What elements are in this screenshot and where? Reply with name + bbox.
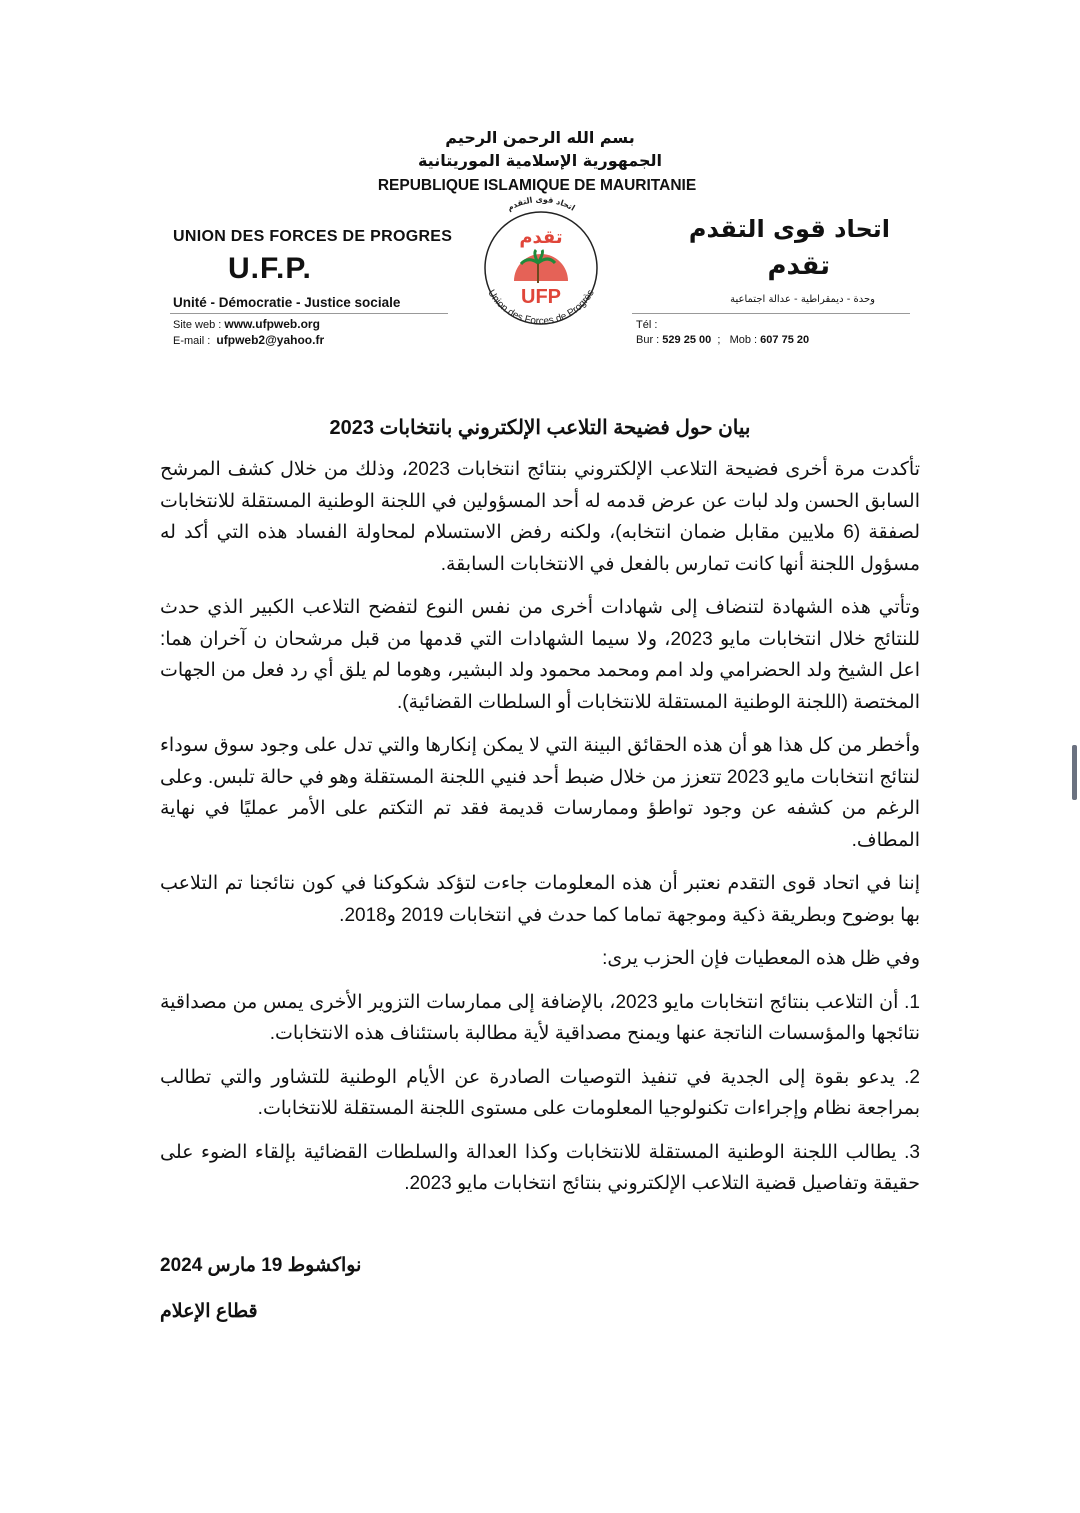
point-3: 3. يطالب اللجنة الوطنية المستقلة للانتخابات وكذا العدالة والسلطات القضائية بإلقاء الضوء على حقيقة وتفاصيل قضية التلاعب الإلكتروني بنتائج انتخابات مايو 2023. <box>160 1141 920 1194</box>
tel-label: Tél : <box>636 319 658 331</box>
party-name-french: UNION DES FORCES DE PROGRES <box>173 228 453 245</box>
logo-arc-text: اتحاد قوى التقدم <box>505 195 577 213</box>
party-name-arabic: اتحاد قوى التقدم <box>688 215 890 243</box>
party-short-name-arabic: تقدم <box>767 251 830 281</box>
point-2: 2. يدعو بقوة إلى الجدية في تنفيذ التوصيات الصادرة عن الأيام الوطنية للتشاور والتي تطالب بمراجعة نظام وإجراءات تكنولوجيا المعلومات على مستوى اللجنة المستقلة للانتخابات. <box>160 1066 920 1119</box>
date-line: نواكشوط 19 مارس 2024 <box>160 1254 362 1276</box>
divider-right <box>632 313 910 314</box>
party-acronym: U.F.P. <box>228 252 312 285</box>
logo-top-text: تقدم <box>519 227 563 248</box>
paragraph-1: تأكدت مرة أخرى فضيحة التلاعب الإلكتروني بنتائج انتخابات 2023، وذلك من خلال كشف المرشح السابق الحسن ولد لبات عن عرض قدمه له أحد المسؤولين في اللجنة الوطنية المستقلة للانتخابات لصفقة (6 ملايين مقابل ضمان انتخابه)، ولكنه رفض الاستسلام لمحاولة الفساد هذه التي أكد له مسؤول اللجنة أنها كانت تمارس بالفعل في الانتخابات السابقة. <box>160 459 920 575</box>
mob-label: Mob : <box>729 334 758 346</box>
contact-web <box>173 317 324 349</box>
signature: قطاع الإعلام <box>160 1300 258 1322</box>
contact-phone <box>636 318 809 348</box>
paragraph-5: وفي ظل هذه المعطيات فإن الحزب يرى: <box>602 948 920 969</box>
bismillah: بسم الله الرحمن الرحيم <box>445 128 635 147</box>
paragraph-3: وأخطر من كل هذا هو أن هذه الحقائق البينة التي لا يمكن إنكارها والتي تدل على وجود سوق سوداء لنتائج انتخابات مايو 2023 تتعزز من خلال ضبط أحد فنيي اللجنة المستقلة وهو في حالة تلبس. وعلى الرغم من كشفه عن وجود تواطؤ وممارسات قديمة فقد تم التكتم على الأمر عمليًا في نهاية المطاف. <box>160 735 920 851</box>
party-motto-arabic: وحدة - ديمقراطية - عدالة اجتماعية <box>730 294 875 305</box>
phone-separator: ; <box>717 334 721 346</box>
email-label: E-mail : <box>173 335 211 347</box>
site-link[interactable]: www.ufpweb.org <box>224 317 320 331</box>
site-label: Site web : <box>173 319 222 331</box>
statement-title: بيان حول فضيحة التلاعب الإلكتروني بانتخابات 2023 <box>329 417 751 439</box>
republic-name-arabic: الجمهورية الإسلامية الموريتانية <box>417 151 663 170</box>
party-motto-french: Unité - Démocratie - Justice sociale <box>173 295 401 310</box>
divider-left <box>170 313 448 314</box>
paragraph-2: وتأتي هذه الشهادة لتنضاف إلى شهادات أخرى من نفس النوع لتفضح التلاعب الكبير الذي حدث للنتائج خلال انتخابات مايو 2023، ولا سيما الشهادات التي قدمها من قبل مرشحان ن آخران هما: اعل الشيخ ولد الحضرامي ولد امم ومحمد محمود ولد البشير، وهوما لم يلق أي رد فعل من الجهات المختصة (اللجنة الوطنية المستقلة للانتخابات أو السلطات القضائية). <box>160 597 920 713</box>
mob-number: 607 75 20 <box>760 334 810 346</box>
bur-label: Bur : <box>636 334 660 346</box>
point-1: 1. أن التلاعب بنتائج انتخابات مايو 2023، بالإضافة إلى ممارسات التزوير الأخرى يمس من مصداقية نتائجها والمؤسسات الناتجة عنها ويمنح مصداقية لأية مطالبة باستئناف هذه الانتخابات. <box>160 991 920 1044</box>
paragraph-4: إننا في اتحاد قوى التقدم نعتبر أن هذه المعلومات جاءت لتؤكد شكوكنا في كون نتائجنا تم التلاعب بها بوضوح وبطريقة ذكية وموجهة تماما كما حدث في انتخابات 2019 و2018. <box>160 873 920 926</box>
logo-ring-text: Union des Forces de Progrès <box>485 287 597 328</box>
page-edge-mark <box>1072 745 1077 800</box>
statement <box>160 414 920 1326</box>
statement-footer <box>160 1252 920 1326</box>
ufp-logo-icon <box>466 193 616 343</box>
email-link[interactable]: ufpweb2@yahoo.fr <box>216 333 325 347</box>
bur-number: 529 25 00 <box>662 334 712 346</box>
logo-center-text: UFP <box>521 286 561 308</box>
republic-name-french: REPUBLIQUE ISLAMIQUE DE MAURITANIE <box>377 177 697 194</box>
